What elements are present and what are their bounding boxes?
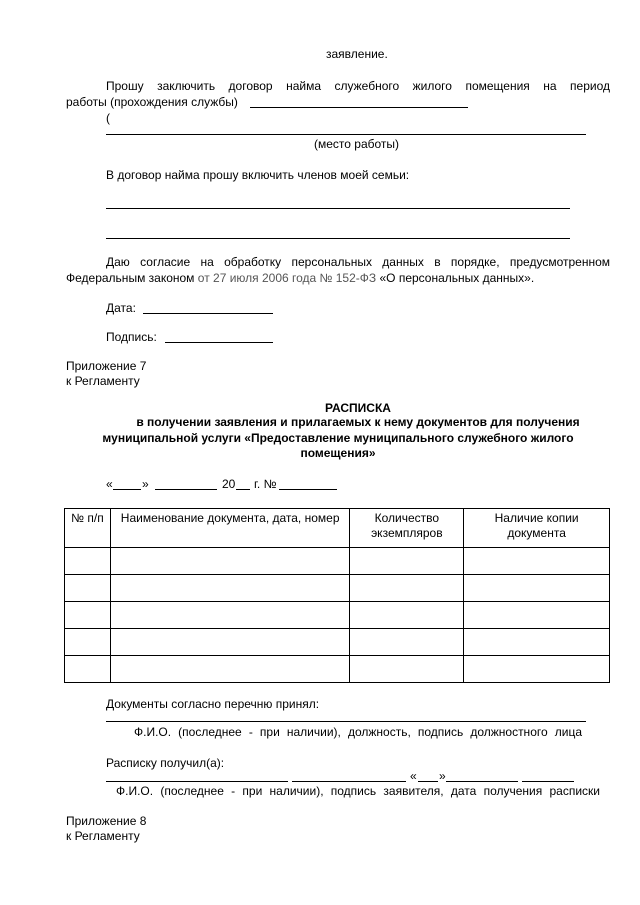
workplace-caption: (место работы) [314, 137, 400, 151]
appendix-7-line1: Приложение 7 [66, 359, 147, 373]
paren-open: ( [106, 111, 110, 125]
column-header-copy-availability: Наличие копии документа [464, 509, 610, 548]
period-input-line[interactable] [250, 107, 468, 108]
receipt-subtitle-line1: в получении заявления и прилагаемых к нему документов для получения [136, 415, 580, 429]
request-text-line1: Прошу заключить договор найма служебного жилого помещения на период [106, 79, 610, 93]
applicant-caption: Ф.И.О. (последнее - при наличии), подпись заявителя, дата получения расписки [116, 784, 600, 798]
documents-table-header-row [65, 509, 610, 548]
accepted-label: Документы согласно перечню принял: [106, 697, 320, 711]
family-member-line-2[interactable] [106, 238, 570, 239]
request-text-line2: работы (прохождения службы) [66, 95, 238, 109]
table-cell[interactable] [65, 629, 111, 656]
table-cell[interactable] [110, 656, 349, 683]
table-cell[interactable] [350, 548, 464, 575]
table-cell[interactable] [110, 575, 349, 602]
receipt-subtitle-line3: помещения» [300, 446, 376, 460]
table-cell[interactable] [464, 548, 610, 575]
table-cell[interactable] [110, 602, 349, 629]
consent-law-name: «О персональных данных». [379, 271, 535, 285]
documents-table [64, 508, 610, 683]
applicant-signature-line[interactable] [292, 781, 406, 782]
receipt-day-close-quote: » [142, 477, 149, 491]
statement-heading: заявление. [326, 47, 388, 61]
table-cell[interactable] [464, 629, 610, 656]
table-cell[interactable] [464, 602, 610, 629]
table-cell[interactable] [350, 602, 464, 629]
receive-month-input[interactable] [446, 781, 518, 782]
consent-law-reference[interactable]: от 27 июля 2006 года № 152-ФЗ [197, 271, 377, 285]
date-label: Дата: [106, 301, 136, 315]
table-cell[interactable] [350, 575, 464, 602]
date-input-line[interactable] [143, 313, 273, 314]
signature-input-line[interactable] [165, 342, 273, 343]
table-row [65, 629, 610, 656]
receipt-number-label: г. № [254, 477, 277, 491]
table-cell[interactable] [65, 656, 111, 683]
receive-year-input[interactable] [522, 781, 574, 782]
appendix-8-line2: к Регламенту [66, 829, 140, 843]
official-caption: Ф.И.О. (последнее - при наличии), должность, подпись должностного лица [134, 725, 582, 739]
receive-day-open-quote: « [410, 769, 417, 783]
applicant-name-line[interactable] [106, 781, 288, 782]
table-cell[interactable] [110, 548, 349, 575]
receipt-day-open-quote: « [106, 477, 113, 491]
family-members-label: В договор найма прошу включить членов моей семьи: [106, 168, 410, 182]
table-cell[interactable] [464, 575, 610, 602]
receipt-month-input[interactable] [155, 489, 217, 490]
receipt-subtitle-line2: муниципальной услуги «Предоставление муниципального служебного жилого [102, 431, 574, 445]
receipt-number-input[interactable] [279, 489, 337, 490]
consent-text-line1: Даю согласие на обработку персональных данных в порядке, предусмотренном [106, 255, 610, 269]
table-cell[interactable] [110, 629, 349, 656]
table-cell[interactable] [65, 575, 111, 602]
table-row [65, 602, 610, 629]
consent-law-label: Федеральным законом [66, 271, 195, 285]
table-cell[interactable] [464, 656, 610, 683]
family-member-line-1[interactable] [106, 208, 570, 209]
column-header-quantity: Количество экземпляров [350, 509, 464, 548]
appendix-7-line2: к Регламенту [66, 374, 140, 388]
table-row [65, 548, 610, 575]
column-header-document-name: Наименование документа, дата, номер [110, 509, 349, 548]
workplace-input-line[interactable] [106, 134, 586, 135]
received-label: Расписку получил(а): [106, 756, 225, 770]
appendix-8-line1: Приложение 8 [66, 814, 147, 828]
receipt-year-prefix: 20 [222, 477, 236, 491]
table-row [65, 575, 610, 602]
column-header-number: № п/п [65, 509, 111, 548]
table-cell[interactable] [350, 656, 464, 683]
consent-text-line2 [66, 271, 534, 286]
receive-day-input[interactable] [418, 781, 438, 782]
receive-day-close-quote: » [439, 769, 446, 783]
table-cell[interactable] [350, 629, 464, 656]
receipt-year-input[interactable] [236, 489, 250, 490]
receipt-title: РАСПИСКА [325, 401, 391, 415]
official-signature-line[interactable] [106, 721, 586, 722]
receipt-day-input[interactable] [113, 489, 141, 490]
table-row [65, 656, 610, 683]
signature-label: Подпись: [106, 330, 157, 344]
table-cell[interactable] [65, 602, 111, 629]
table-cell[interactable] [65, 548, 111, 575]
